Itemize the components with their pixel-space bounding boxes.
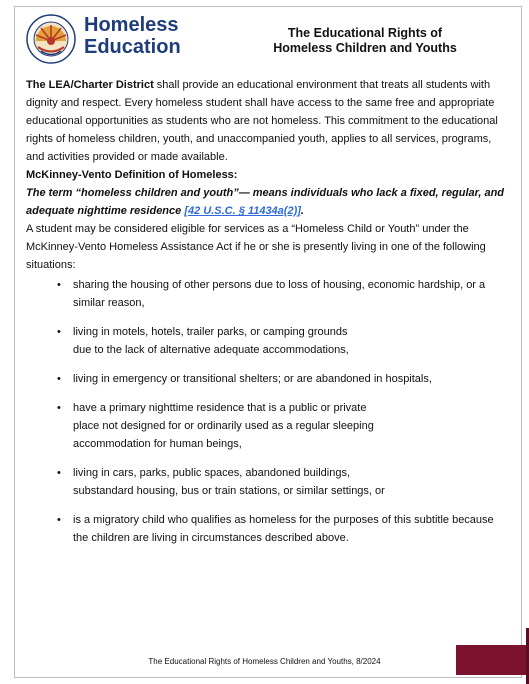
list-item — [26, 276, 510, 312]
list-item — [26, 323, 361, 359]
intro-lead: The LEA/Charter District — [26, 79, 154, 91]
definition-text — [26, 184, 516, 220]
title-line-1: The Educational Rights of — [287, 26, 443, 40]
bullet-icon: • — [57, 279, 61, 291]
eligibility-paragraph: A student may be considered eligible for services as a “Homeless Child or Youth” under the McKinney-Vento Homeless Assistance Act if he or she is presently living in one of the following situations: — [26, 223, 486, 271]
situation-text: sharing the housing of other persons due to loss of housing, economic hardship, or a similar reason, — [73, 279, 486, 309]
situation-text: living in cars, parks, public spaces, abandoned buildings, substandard housing, bus or train stations, or similar settings, or — [73, 467, 385, 497]
bullet-icon: • — [57, 402, 61, 414]
list-item — [26, 399, 386, 453]
document-title — [240, 26, 490, 56]
situation-text: living in motels, hotels, trailer parks, or camping grounds due to the lack of alternative adequate accommodations, — [73, 326, 349, 356]
situation-text: have a primary nighttime residence that is a public or private place not designed for or ordinarily used as a regular sleeping accommodation for human beings, — [73, 402, 374, 450]
bullet-icon: • — [57, 326, 61, 338]
list-item — [26, 370, 466, 388]
title-line-2: Homeless Children and Youths — [273, 41, 457, 55]
intro-text: shall provide an educational environment that treats all students with dignity and respect. Every homeless student shall have access to the same free and appropriate educational opportunities as students who are not homeless. This commitment to the educational rights of homeless children, youth, and unaccompanied youth, applies to all services, programs, and activities provided or made available. — [26, 79, 498, 163]
situations-list — [26, 276, 516, 547]
situation-text: is a migratory child who qualifies as homeless for the purposes of this subtitle because the children are living in circumstances described above. — [73, 514, 494, 544]
list-item — [26, 511, 496, 547]
brand-line-education: Education — [84, 36, 181, 58]
bullet-icon: • — [57, 467, 61, 479]
situation-text: living in emergency or transitional shelters; or are abandoned in hospitals, — [73, 373, 432, 385]
definition-heading: McKinney-Vento Definition of Homeless: — [26, 169, 238, 181]
list-item — [26, 464, 411, 500]
citation-link[interactable]: [42 U.S.C. § 11434a(2)] — [184, 205, 301, 217]
arizona-education-seal-icon — [26, 14, 76, 64]
page-footer: The Educational Rights of Homeless Children and Youths, 8/2024 — [148, 657, 381, 666]
intro-paragraph — [26, 76, 498, 166]
accent-tab — [456, 645, 529, 675]
definition-body: The term “homeless children and youth”— means individuals who lack a fixed, regular, and adequate nighttime residence — [26, 187, 505, 217]
brand-line-homeless: Homeless — [84, 14, 179, 36]
bullet-icon: • — [57, 373, 61, 385]
document-body — [26, 76, 516, 558]
definition-end: . — [300, 205, 304, 217]
brand-wordmark — [84, 14, 181, 58]
bullet-icon: • — [57, 514, 61, 526]
